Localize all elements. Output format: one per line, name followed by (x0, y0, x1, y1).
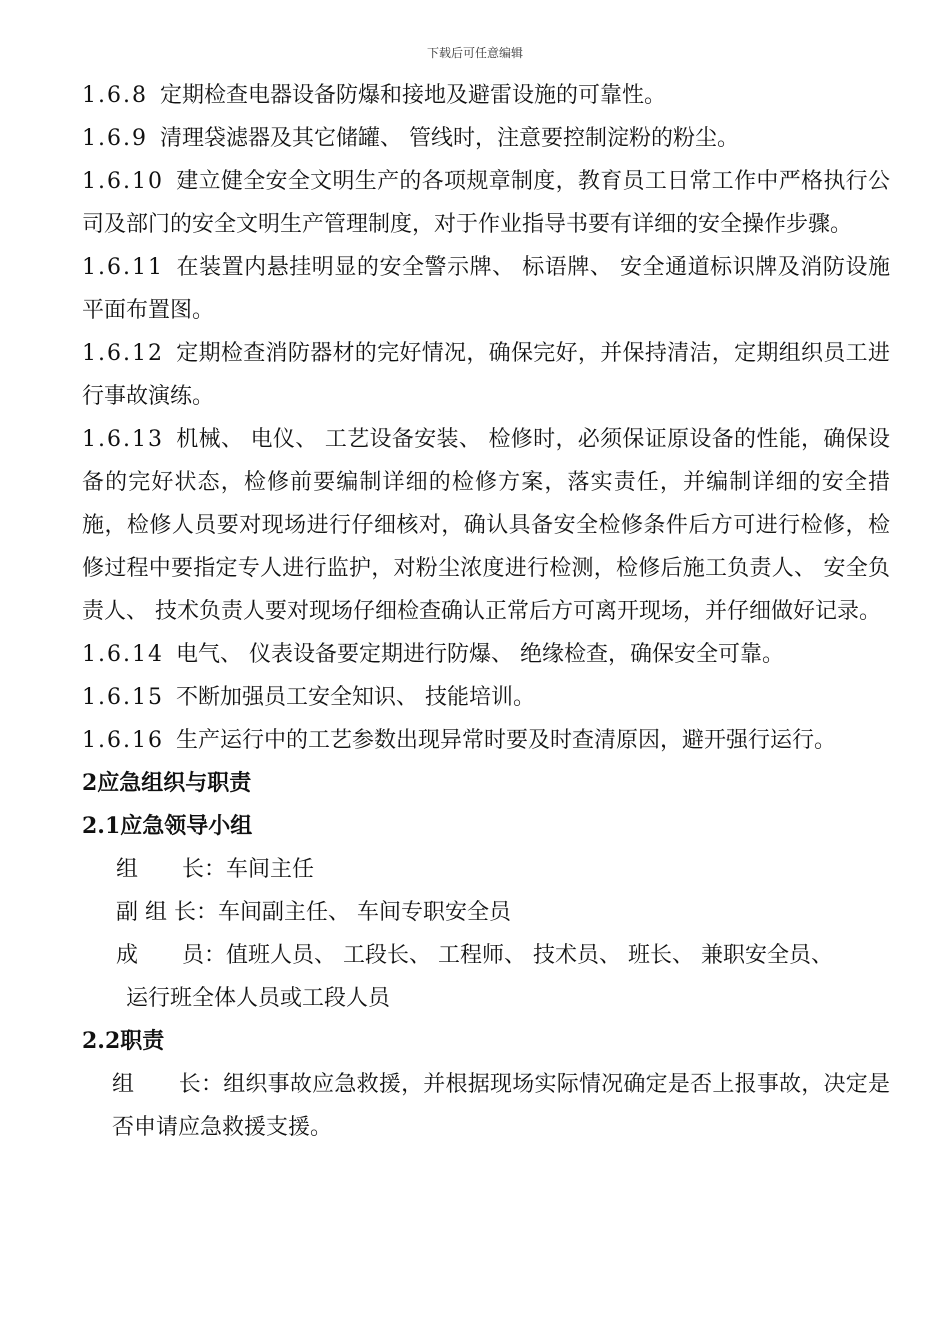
role-value: 车间主任 (226, 857, 315, 882)
item-text: 在装置内悬挂明显的安全警示牌、 标语牌、 安全通道标识牌及消防设施平面布置图。 (82, 255, 890, 323)
role-deputy (82, 891, 890, 934)
list-item (82, 719, 890, 762)
item-text: 生产运行中的工艺参数出现异常时要及时查清原因，避开强行运行。 (175, 728, 836, 753)
item-text: 电气、 仪表设备要定期进行防爆、 绝缘检查，确保安全可靠。 (175, 642, 784, 667)
role-label: 组 长： (116, 857, 227, 882)
list-item (82, 160, 890, 246)
duty-label: 组 长： (112, 1072, 224, 1097)
role-members (82, 934, 890, 977)
item-number: 1.6.14 (82, 642, 164, 667)
item-number: 1.6.8 (82, 83, 148, 108)
list-item (82, 418, 890, 633)
list-item (82, 74, 890, 117)
duty-leader (82, 1063, 890, 1149)
role-members-continued: 运行班全体人员或工段人员 (126, 986, 391, 1011)
item-text: 机械、 电仪、 工艺设备安装、 检修时，必须保证原设备的性能，确保设备的完好状态，检修前要编制详细的检修方案，落实责任，并编制详细的安全措施，检修人员要对现场进行仔细核对，确认具备安全检修条件后方可进行检修，检修过程中要指定专人进行监护，对粉尘浓度进行检测，检修后施工负责人、 安全负责人、 技术负责人要对现场仔细检查确认正常后方可离开现场，并仔细做好记录。 (82, 427, 890, 624)
item-text: 定期检查消防器材的完好情况，确保完好，并保持清洁，定期组织员工进行事故演练。 (82, 341, 890, 409)
list-item (82, 676, 890, 719)
list-item (82, 117, 890, 160)
page-header: 下载后可任意编辑 (426, 46, 523, 60)
item-number: 1.6.10 (82, 169, 164, 194)
list-item (82, 246, 890, 332)
item-number: 1.6.12 (82, 341, 164, 366)
item-number: 1.6.9 (82, 126, 148, 151)
item-text: 定期检查电器设备防爆和接地及避雷设施的可靠性。 (159, 83, 666, 108)
duty-text: 组织事故应急救援，并根据现场实际情况确定是否上报事故，决定是否申请应急救援支援。 (112, 1072, 890, 1140)
item-number: 1.6.15 (82, 685, 164, 710)
subsection-heading: 2.2职责 (82, 1028, 165, 1054)
item-text: 建立健全安全文明生产的各项规章制度，教育员工日常工作中严格执行公司及部门的安全文明生产管理制度，对于作业指导书要有详细的安全操作步骤。 (82, 169, 890, 237)
item-number: 1.6.11 (82, 255, 164, 280)
section-heading: 2应急组织与职责 (82, 770, 252, 796)
item-text: 清理袋滤器及其它储罐、 管线时，注意要控制淀粉的粉尘。 (159, 126, 739, 151)
list-item (82, 633, 890, 676)
role-value: 值班人员、 工段长、 工程师、 技术员、 班长、 兼职安全员、 (226, 943, 833, 968)
list-item (82, 332, 890, 418)
item-number: 1.6.16 (82, 728, 164, 753)
subsection-heading: 2.1应急领导小组 (82, 813, 253, 839)
role-label: 成 员： (116, 943, 227, 968)
item-text: 不断加强员工安全知识、 技能培训。 (175, 685, 535, 710)
role-value: 车间副主任、 车间专职安全员 (218, 900, 511, 925)
role-label: 副 组 长： (116, 900, 218, 925)
role-leader (82, 848, 890, 891)
item-number: 1.6.13 (82, 427, 164, 452)
document-body (82, 74, 890, 1149)
